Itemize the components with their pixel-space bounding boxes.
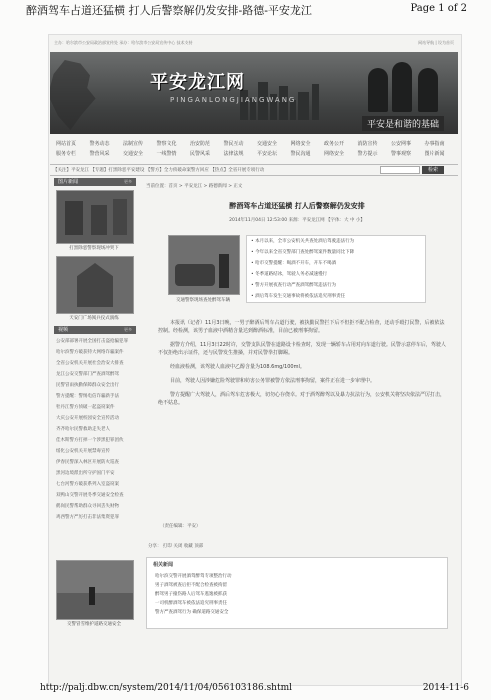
bullet-text: 今年以来全省交警部门查处醉驾案件数量同比下降: [255, 250, 355, 255]
list-item[interactable]: 公安部部署开展全国打击盗抢骗犯罪: [56, 339, 128, 344]
photo-caption[interactable]: 打黑除恶警察现场冲突下: [69, 246, 119, 251]
sidebar-news-list: [56, 338, 136, 525]
list-item[interactable]: 绥化公安机关开展禁毒宣传: [56, 449, 110, 454]
top-bar-info: 主办：哈尔滨市公安局政治部宣传处 承办：哈尔滨市公安局宣传中心 技术支持: [54, 40, 193, 45]
nav-item[interactable]: 政务公开: [324, 141, 345, 147]
related-news-header: 相关新闻: [153, 562, 174, 568]
list-item[interactable]: 伊春民警深入林区开展防火巡查: [56, 460, 119, 465]
bullet-text: 哈市交警提醒：喝酒不开车，开车不喝酒: [255, 261, 337, 266]
sidebar-header-title: 视频: [58, 327, 69, 333]
page-number: Page 1 of 2: [410, 3, 467, 14]
nav-item[interactable]: 网络安全: [324, 151, 345, 157]
bullet-link[interactable]: [251, 249, 421, 260]
bullet-text: 本月以来，全市公安机关共查处酒后驾驶违法行为: [255, 239, 355, 244]
sidebar-section-header: [54, 326, 136, 334]
nav-item[interactable]: 公安网事: [391, 141, 412, 147]
article-paragraph: 目前，驾驶人因涉嫌危险驾驶罪和妨害公务罪被警方依法刑事拘留，案件正在进一步审理中。: [170, 378, 376, 384]
nav-item[interactable]: 警察文化: [156, 141, 177, 147]
nav-item[interactable]: 警民互动: [223, 141, 244, 147]
bullet-link[interactable]: [251, 238, 421, 249]
related-news-box: [146, 557, 448, 629]
nav-item[interactable]: 网络安全: [290, 141, 311, 147]
list-item[interactable]: 七台河警方破获系列入室盗窃案: [56, 482, 119, 487]
search-button[interactable]: 检索: [422, 166, 444, 174]
officer-figure: [418, 68, 438, 112]
bullet-text: 警方开展夜查行动严查酒驾醉驾违法行为: [255, 283, 337, 288]
sidebar-section-header: [54, 178, 136, 186]
share-tools[interactable]: 分享： 打印 关闭 收藏 顶部: [148, 544, 204, 549]
officer-figure: [368, 68, 388, 112]
list-item[interactable]: 警方提醒：警惕电信诈骗新手法: [56, 394, 119, 399]
bullet-link[interactable]: [251, 293, 421, 304]
nav-item[interactable]: 图片新闻: [424, 151, 445, 157]
bullet-box: [246, 235, 426, 303]
list-item[interactable]: 民警冒雨执勤保障群众安全出行: [56, 383, 119, 388]
nav-item[interactable]: 消防宣传: [357, 141, 378, 147]
list-item[interactable]: 鹤岗民警帮助群众寻回丢失财物: [56, 504, 119, 509]
nav-item[interactable]: 办事指南: [424, 141, 445, 147]
print-header: [0, 0, 491, 20]
list-item[interactable]: 齐齐哈尔民警救助走失老人: [56, 427, 110, 432]
list-item[interactable]: 黑河边境派出所守护国门平安: [56, 471, 115, 476]
nav-item[interactable]: 法制宣传: [123, 141, 144, 147]
article-photo-caption: 交通警察现场查处醉驾车辆: [176, 298, 230, 303]
list-item[interactable]: 哈尔滨警方破获特大网络诈骗案件: [56, 350, 124, 355]
editor-note: （责任编辑：平安）: [160, 524, 201, 529]
nav-item[interactable]: 平安论坛: [257, 151, 278, 157]
bullet-link[interactable]: [251, 271, 421, 282]
nav-item[interactable]: 交通安全: [257, 141, 278, 147]
bullet-link[interactable]: [251, 282, 421, 293]
list-item[interactable]: 佳木斯警方打掉一个涉黑犯罪团伙: [56, 438, 124, 443]
bullet-text: 冬季道路结冰，驾驶人务必减速慢行: [255, 272, 328, 277]
nav-item[interactable]: 警事观察: [391, 151, 412, 157]
site-logo-pinyin: PINGANLONGJIANGWANG: [170, 96, 297, 104]
bullet-icon: •: [251, 250, 256, 255]
article-paragraph: 据警方介绍，11月3日22时许，交警支队民警在道路设卡检查时，发现一辆轿车占用对向车道行驶。民警示意停车后，驾驶人不仅拒绝出示证件，还与民警发生推搡，并对民警拳打脚踢。: [158, 342, 446, 356]
article-title: 醉酒驾车占道还猛横 打人后警察解仍发安排: [229, 202, 365, 210]
bullet-icon: •: [251, 294, 256, 299]
photo-caption[interactable]: 天安门广场阅兵仪式演练: [69, 316, 119, 321]
print-url: http://palj.dbw.cn/system/2014/11/04/056103186.shtml: [40, 683, 293, 693]
site-banner: [50, 52, 458, 134]
site-logo[interactable]: 平安龙江网: [150, 72, 245, 93]
article-paragraph: 警方提醒广大驾驶人，酒后驾车危害极大，切勿心存侥幸。对于酒驾醉驾以及暴力抗法行为，公安机关将坚决依法严厉打击，绝不姑息。: [158, 392, 446, 406]
article-paragraph: 经血液检测，该驾驶人血液中乙醇含量为108.6mg/100ml。: [170, 364, 305, 370]
nav-item[interactable]: 警民沟通: [290, 151, 311, 157]
officer-figure: [392, 62, 412, 112]
top-bar: [50, 37, 458, 48]
print-date: 2014-11-6: [422, 683, 469, 693]
list-item[interactable]: 大庆公安开展校园安全宣传活动: [56, 416, 119, 421]
site-nav-link[interactable]: 网站导航 | 设为首页: [418, 40, 454, 45]
nav-item[interactable]: 网站首页: [56, 141, 77, 147]
photo-caption[interactable]: 交警冒雪维护道路交通安全: [67, 622, 121, 627]
related-news-link[interactable]: 醉驾男子撞伤路人后驾车逃逸被抓获: [155, 592, 227, 597]
related-news-link[interactable]: 一司机醉酒驾车被依法追究刑事责任: [155, 601, 227, 606]
nav-item[interactable]: 警营风采: [89, 151, 110, 157]
related-news-link[interactable]: 男子酒驾被查后拒不配合检查被拘留: [155, 583, 227, 588]
nav-item[interactable]: 法律法规: [223, 151, 244, 157]
bullet-icon: •: [251, 272, 256, 277]
hot-topics-text[interactable]: 【关注】平安龙江 【专题】打黑除恶平安建设 【警方】全力侦破命案警方回应 【热点】全省开展专项行动: [53, 168, 265, 173]
news-photo[interactable]: [56, 190, 134, 244]
article-paragraph: 本报讯（记者）11月3日晚，一男子醉酒后驾车占道行驶，被执勤民警拦下后不但拒不配合检查，还动手殴打民警，后被依法控制。经检测，该男子血液中酒精含量达到醉酒标准，目前已被刑事拘留。: [158, 320, 445, 334]
bullet-icon: •: [251, 261, 256, 266]
article-body: [158, 319, 448, 413]
bullet-text: 酒后驾车发生交通事故将被依法追究刑事责任: [255, 294, 346, 299]
sidebar-header-title: 图片新闻: [58, 179, 79, 185]
article-area: [142, 183, 452, 663]
nav-item[interactable]: 一线警情: [156, 151, 177, 157]
nav-item[interactable]: 服务专栏: [56, 151, 77, 157]
nav-item[interactable]: 治安防范: [190, 141, 211, 147]
nav-item[interactable]: 警务动态: [89, 141, 110, 147]
more-link[interactable]: 更多: [124, 327, 132, 332]
more-link[interactable]: 更多: [124, 179, 132, 184]
bullet-icon: •: [251, 283, 256, 288]
banner-slogan: 平安是和谐的基础: [362, 116, 444, 131]
print-title: 醉酒驾车占道还猛横 打人后警察解仍发安排-路德-平安龙江: [26, 4, 312, 17]
nav-item[interactable]: 民警风采: [190, 151, 211, 157]
article-photo: [168, 235, 240, 295]
bullet-link[interactable]: [251, 260, 421, 271]
related-news-link[interactable]: 警方严查酒驾行为 确保道路交通安全: [155, 610, 229, 615]
nav-item[interactable]: 交通安全: [123, 151, 144, 157]
nav-item[interactable]: 警方提示: [357, 151, 378, 157]
breadcrumb: 当前位置：首页 > 平安龙江 > 路德新闻 > 正文: [146, 184, 243, 189]
search-input[interactable]: [380, 166, 420, 174]
list-item[interactable]: 鸡西警方严厉打击非法集资犯罪: [56, 515, 119, 520]
list-item[interactable]: 全省公安机关开展社会治安大排查: [56, 361, 124, 366]
list-item[interactable]: 龙江公安交警部门严查酒驾醉驾: [56, 372, 119, 377]
list-item[interactable]: 双鸭山交警开展冬季交通安全检查: [56, 493, 124, 498]
news-photo[interactable]: [56, 256, 134, 314]
article-meta: 2014年11月04日 12:53:00 来源：平安龙江网 【字体：大 中 小】: [229, 218, 365, 223]
news-photo[interactable]: [56, 560, 134, 620]
list-item[interactable]: 牡丹江警方侦破一起盗窃案件: [56, 405, 115, 410]
related-news-link[interactable]: 哈尔滨交警开展酒驾醉驾专项整治行动: [155, 574, 232, 579]
bullet-icon: •: [251, 239, 256, 244]
